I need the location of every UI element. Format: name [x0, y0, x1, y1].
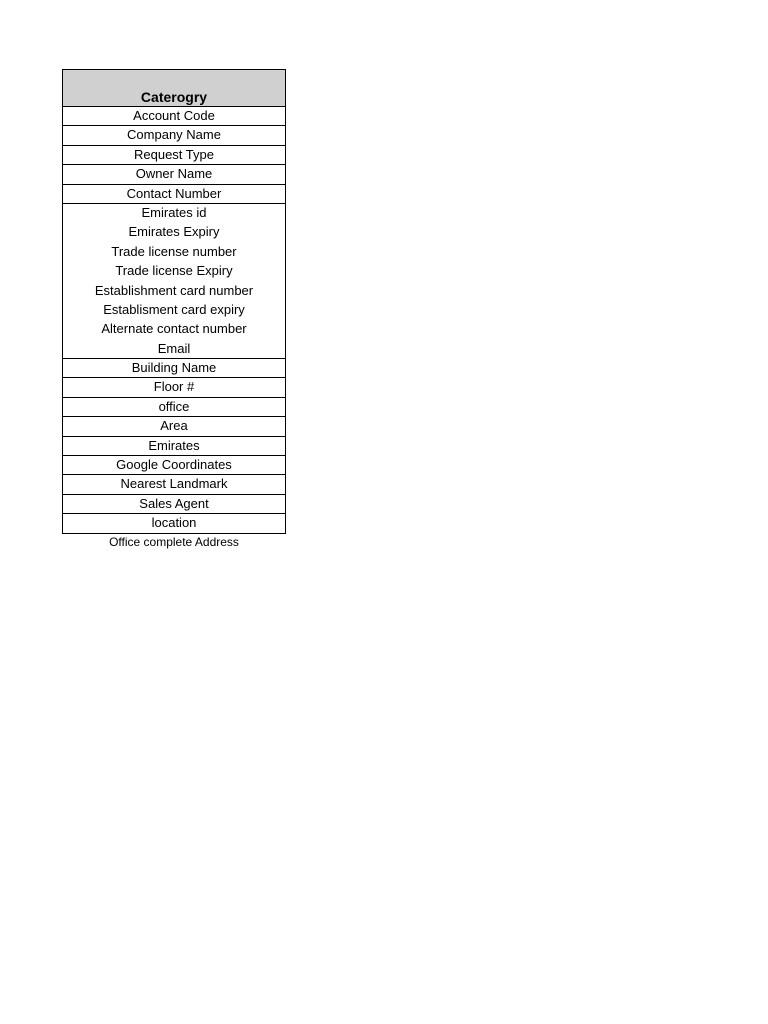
cell-text: Nearest Landmark — [120, 476, 228, 492]
table-row — [62, 282, 286, 301]
table-row — [62, 456, 286, 475]
cell-text: Alternate contact number — [101, 321, 247, 337]
cell-text: location — [151, 515, 197, 531]
table-row — [62, 204, 286, 223]
cell-text: Trade license Expiry — [115, 263, 233, 279]
footer-text: Office complete Address — [109, 534, 239, 549]
footer-row — [62, 534, 286, 552]
cell-text: Request Type — [134, 146, 214, 162]
cell-text: Building Name — [131, 360, 217, 376]
cell-text: Owner Name — [135, 166, 213, 182]
cell-text: Trade license number — [111, 243, 237, 259]
table-row — [62, 340, 286, 359]
table-row — [62, 107, 286, 126]
cell-text: Contact Number — [126, 185, 222, 201]
cell-text: Establisment card expiry — [103, 301, 245, 317]
cell-text: Google Coordinates — [116, 457, 232, 473]
cell-text: Email — [157, 340, 191, 356]
table-row — [62, 243, 286, 262]
cell-text: Emirates — [148, 437, 200, 453]
table-row — [62, 185, 286, 204]
table-row — [62, 359, 286, 378]
table-header-label: Caterogry — [140, 89, 208, 105]
cell-text: Account Code — [133, 108, 215, 123]
table-row — [62, 301, 286, 320]
table-row — [62, 417, 286, 436]
table-row — [62, 495, 286, 514]
table-row — [62, 398, 286, 417]
category-table — [62, 69, 286, 552]
cell-text: Company Name — [127, 127, 221, 143]
cell-text: Emirates Expiry — [128, 224, 220, 240]
table-row — [62, 223, 286, 242]
cell-text: Establishment card number — [94, 282, 254, 298]
table-row — [62, 146, 286, 165]
table-row — [62, 514, 286, 533]
table-row — [62, 126, 286, 145]
table-row — [62, 378, 286, 397]
cell-text: Sales Agent — [139, 495, 209, 511]
table-row — [62, 320, 286, 339]
table-row — [62, 475, 286, 494]
table-header — [62, 69, 286, 107]
cell-text: office — [158, 398, 190, 414]
table-row — [62, 165, 286, 184]
cell-text: Floor # — [153, 379, 195, 395]
cell-text: Area — [160, 418, 188, 434]
cell-text: Emirates id — [141, 204, 207, 220]
table-row — [62, 437, 286, 456]
table-row — [62, 262, 286, 281]
